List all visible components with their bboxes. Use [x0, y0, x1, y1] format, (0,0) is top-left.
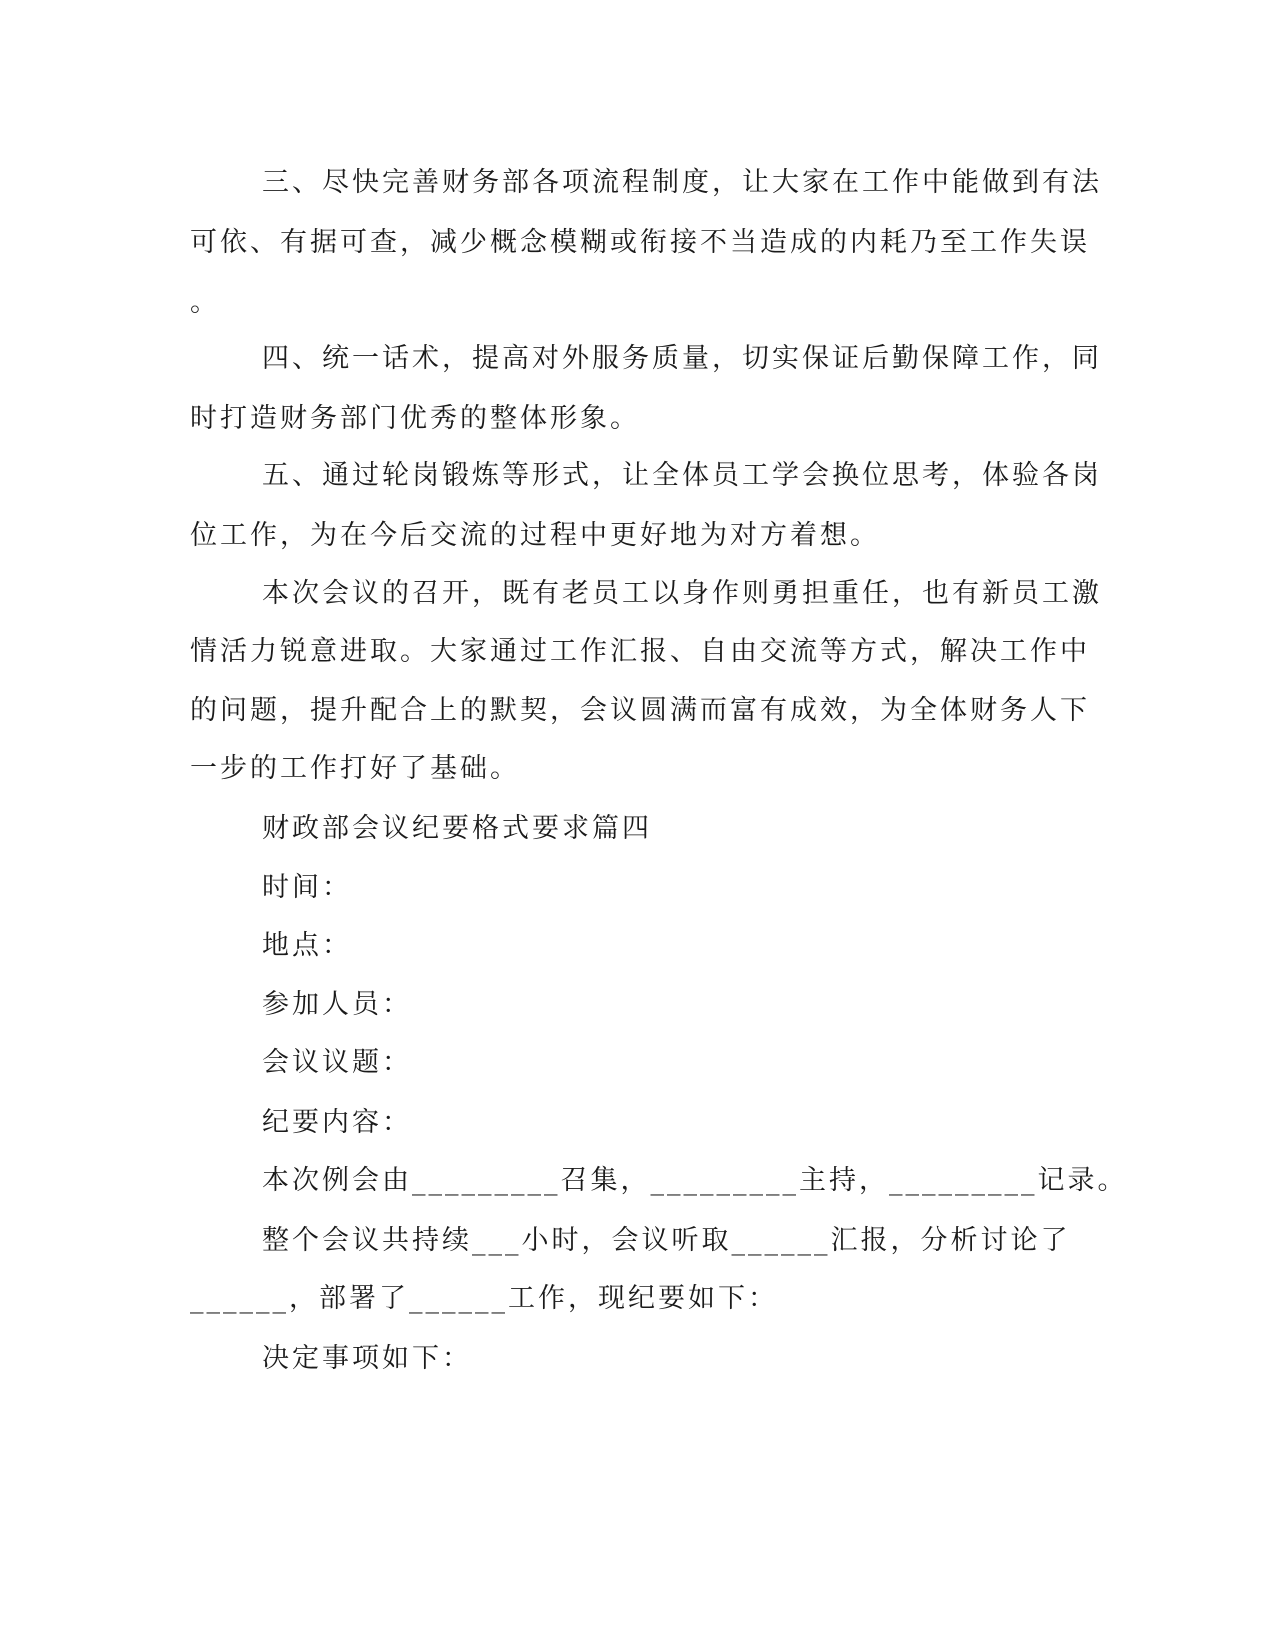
paragraph-five-line-2: 位工作，为在今后交流的过程中更好地为对方着想。	[190, 520, 880, 551]
summary-paragraph-line-1: 本次会议的召开，既有老员工以身作则勇担重任，也有新员工激	[262, 578, 1102, 609]
time-label: 时间：	[262, 872, 352, 903]
section-heading: 财政部会议纪要格式要求篇四	[262, 813, 652, 844]
summary-paragraph-line-3: 的问题，提升配合上的默契，会议圆满而富有成效，为全体财务人下	[190, 695, 1090, 726]
decisions-label: 决定事项如下：	[262, 1343, 472, 1374]
agenda-label: 会议议题：	[262, 1047, 412, 1078]
paragraph-three-line-1: 三、尽快完善财务部各项流程制度，让大家在工作中能做到有法	[262, 167, 1102, 198]
paragraph-three-line-3: 。	[190, 287, 220, 318]
summary-paragraph-line-4: 一步的工作打好了基础。	[190, 753, 520, 784]
minutes-content-label: 纪要内容：	[262, 1107, 412, 1138]
location-label: 地点：	[262, 930, 352, 961]
paragraph-three-line-2: 可依、有据可查，减少概念模糊或衔接不当造成的内耗乃至工作失误	[190, 227, 1090, 258]
paragraph-five-line-1: 五、通过轮岗锻炼等形式，让全体员工学会换位思考，体验各岗	[262, 460, 1102, 491]
paragraph-four-line-2: 时打造财务部门优秀的整体形象。	[190, 403, 640, 434]
meeting-host-line: 本次例会由_________召集，_________主持，_________记录。	[262, 1165, 1128, 1196]
meeting-duration-line-1: 整个会议共持续___小时，会议听取______汇报，分析讨论了	[262, 1225, 1071, 1256]
attendees-label: 参加人员：	[262, 989, 412, 1020]
paragraph-four-line-1: 四、统一话术，提高对外服务质量，切实保证后勤保障工作，同	[262, 343, 1102, 374]
summary-paragraph-line-2: 情活力锐意进取。大家通过工作汇报、自由交流等方式，解决工作中	[190, 636, 1090, 667]
meeting-duration-line-2: ______，部署了______工作，现纪要如下：	[190, 1283, 778, 1314]
